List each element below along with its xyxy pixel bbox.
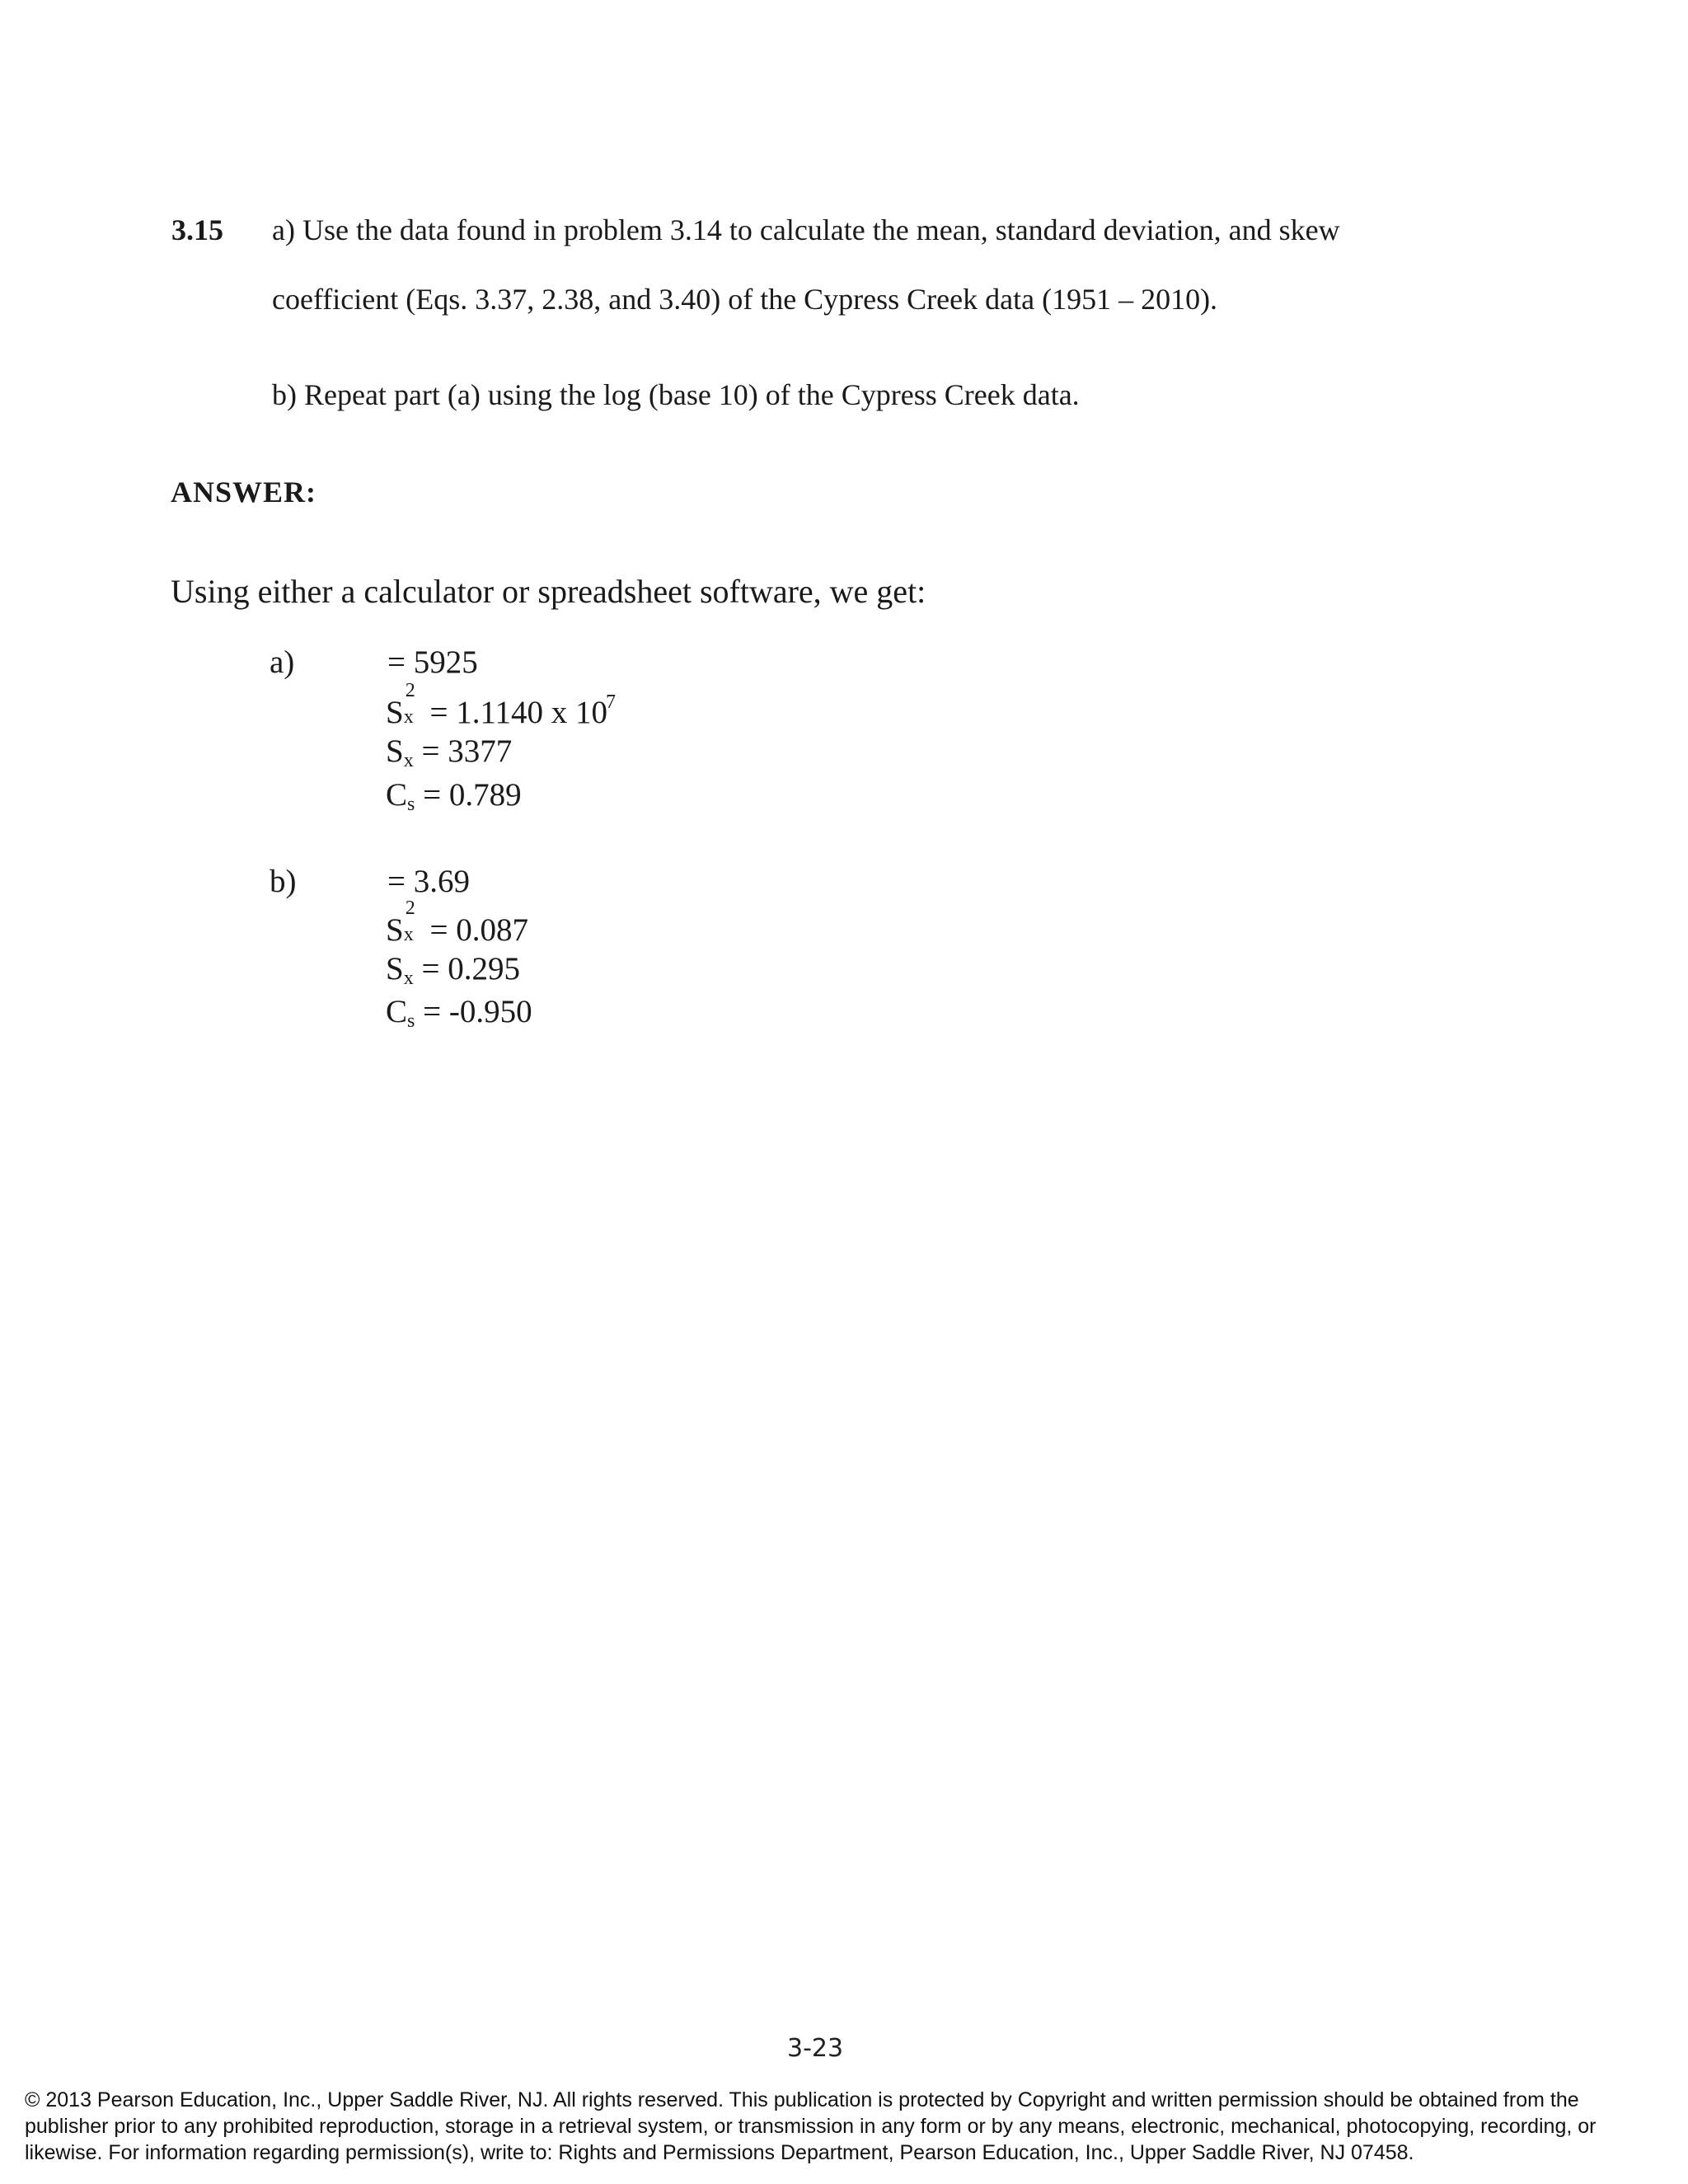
- skew-symbol: C: [386, 994, 408, 1029]
- std-sub: x: [403, 750, 414, 771]
- variance-value: = 0.087: [429, 912, 528, 948]
- std-sub: x: [403, 968, 414, 989]
- problem-part-a-line2: coefficient (Eqs. 3.37, 2.38, and 3.40) of the Cypress Creek data (1951 – 2010).: [272, 283, 1218, 316]
- page-number: 3-23: [787, 2034, 844, 2063]
- part-a-skew: [386, 779, 522, 814]
- skew-symbol: C: [386, 777, 408, 813]
- answer-heading: ANSWER:: [171, 476, 317, 509]
- problem-part-a-line1: a) Use the data found in problem 3.14 to calculate the mean, standard deviation, and skew: [272, 213, 1340, 246]
- std-symbol: S: [386, 951, 404, 987]
- part-b-std: [386, 953, 520, 988]
- variance-sup: 2: [405, 898, 415, 919]
- variance-sub: x: [403, 924, 414, 945]
- std-value: = 0.295: [421, 951, 520, 987]
- skew-sub: s: [407, 794, 415, 815]
- part-a-label: a): [270, 644, 295, 680]
- problem-number: 3.15: [171, 213, 223, 246]
- part-b-label: b): [270, 864, 297, 899]
- part-b-skew: [386, 996, 532, 1031]
- skew-value: = -0.950: [423, 994, 532, 1029]
- std-symbol: S: [386, 733, 404, 769]
- answer-intro: Using either a calculator or spreadsheet software, we get:: [171, 573, 926, 610]
- part-a-std: [386, 735, 512, 771]
- copyright-notice: © 2013 Pearson Education, Inc., Upper Saddle River, NJ. All rights reserved. This publication is protected by Copyright and written permission should be obtained from the publisher prior to any prohibited reproduction, storage in a retrieval system, or transmission in any form or by any means, electronic, mechanical, photocopying, recording, or likewise. For information regarding permission(s), write to: Rights and Permissions Department, Pearson Education, Inc., Upper Saddle River, NJ 07458.: [25, 2088, 1597, 2164]
- variance-value: = 1.1140 x 10: [429, 695, 608, 730]
- part-a-variance: [386, 680, 617, 730]
- skew-sub: s: [407, 1010, 415, 1032]
- skew-value: = 0.789: [423, 777, 522, 813]
- variance-subsup: [403, 680, 422, 728]
- std-value: = 3377: [421, 733, 513, 769]
- variance-symbol: S: [386, 695, 404, 730]
- problem-part-b: b) Repeat part (a) using the log (base 10) of the Cypress Creek data.: [272, 378, 1080, 411]
- variance-sub: x: [403, 706, 414, 728]
- variance-sup: 2: [405, 680, 415, 701]
- variance-subsup: [403, 898, 422, 945]
- part-b-mean: = 3.69: [387, 864, 470, 899]
- variance-symbol: S: [386, 912, 404, 948]
- part-a-mean: = 5925: [387, 644, 478, 680]
- part-b-variance: [386, 898, 528, 948]
- variance-exponent: 7: [606, 691, 617, 713]
